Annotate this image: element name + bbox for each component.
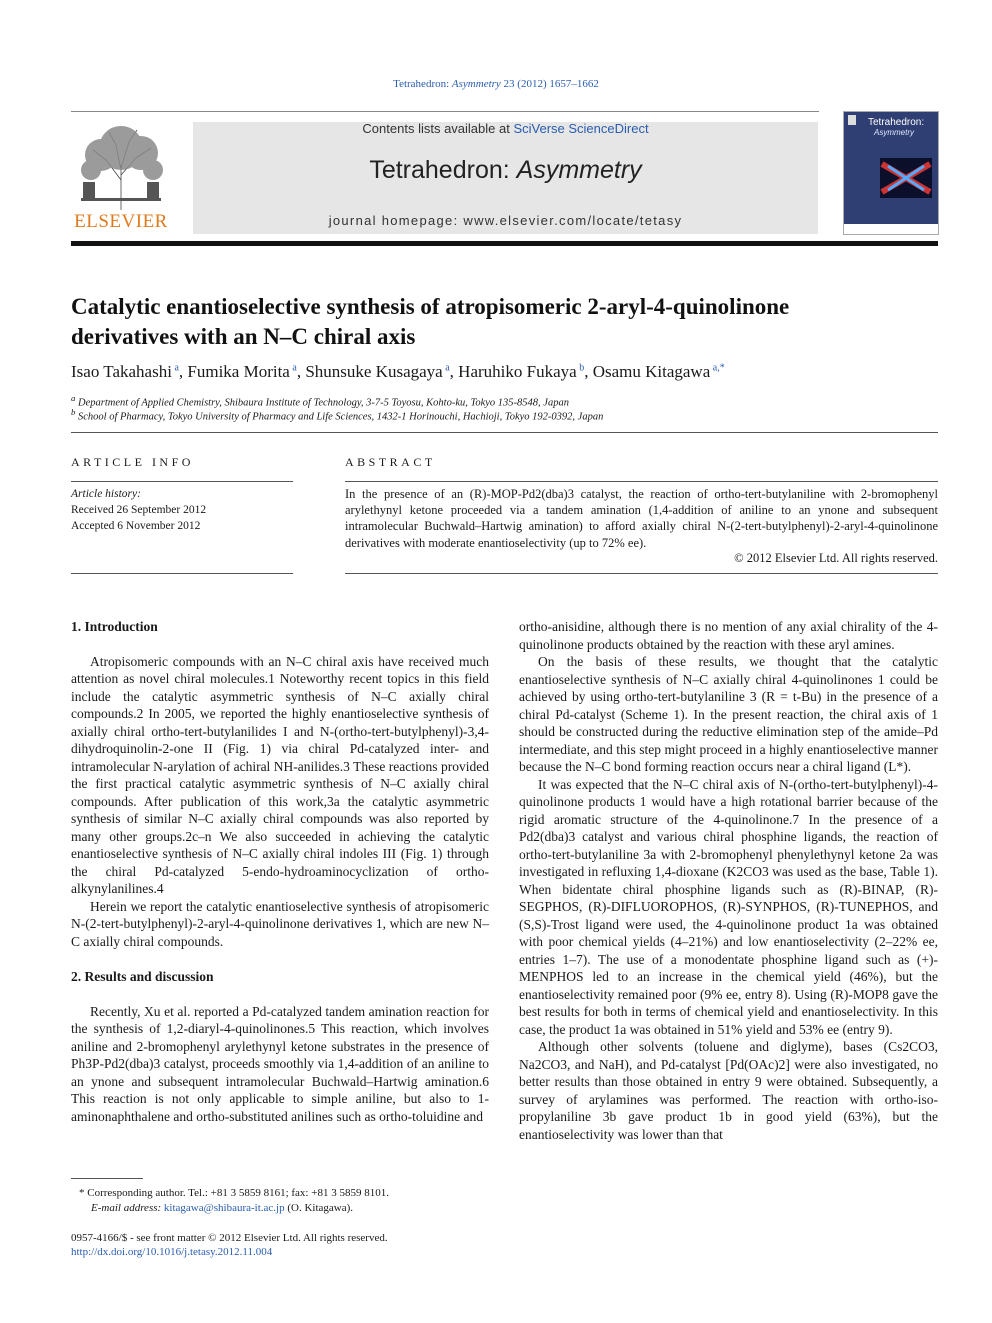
corresponding-footnote: * Corresponding author. Tel.: +81 3 5859 8161; fax: +81 3 5859 8101. E-mail address: kitagawa@shibaura-it.ac.jp (O. Kitagawa). bbox=[79, 1187, 389, 1214]
abstract-heading: ABSTRACT bbox=[345, 455, 436, 469]
results-paragraph-1: Recently, Xu et al. reported a Pd-catalyzed tandem amination reaction for the synthesis of 1,2-diaryl-4-quinolinones.5 This reaction, which involves aniline and 2-bromophenyl arylethynyl ketone substrates in the presence of Ph3P-Pd2(dba)3 catalyst, proceeds smoothly via 1,4-addition of an aniline to an ynone and subsequent intramolecular Buchwald–Hartwig amination.6 This reaction is not only applicable to simple aniline, but also to 1-aminonaphthalene and ortho-substituted anilines such as ortho-toluidine and bbox=[71, 1003, 489, 1124]
cover-title: Tetrahedron: bbox=[868, 117, 925, 128]
email-link[interactable]: kitagawa@shibaura-it.ac.jp bbox=[163, 1202, 285, 1214]
footnote-rule bbox=[71, 1178, 143, 1179]
cover-subtitle: Asymmetry bbox=[874, 128, 914, 137]
section-2-heading: 2. Results and discussion bbox=[71, 969, 214, 984]
article-info-bottom-rule bbox=[71, 573, 293, 574]
elsevier-wordmark: ELSEVIER bbox=[74, 211, 168, 232]
results-paragraph-2: On the basis of these results, we thought that the catalytic enantioselective synthesis of N–C axially chiral 4-quinolinones 1 could be achieved by using ortho-tert-butylaniline 3 (R = t-Bu) in the presence of a chiral Pd-catalyst (Scheme 1). In the present reaction, the chiral axis of 1 should be constructed during the reductive elimination step of the amide–Pd intermediate, and this step might proceed in a highly enantioselective manner because the N–C bond forming reaction occurs near a chiral ligand (L*). bbox=[519, 654, 938, 774]
affiliation-divider bbox=[71, 432, 938, 433]
abstract-bottom-rule bbox=[345, 573, 938, 574]
results-paragraph-continued: ortho-anisidine, although there is no mention of any axial chirality of the 4-quinolinone products obtained by the reaction with these aryl amines. bbox=[519, 619, 938, 652]
cover-graphic-icon bbox=[880, 158, 932, 198]
results-paragraph-3: It was expected that the N–C chiral axis of N-(ortho-tert-butylphenyl)-4-quinolinone products 1 would have a high rotational barrier because of the rigid aromatic structure of the 4-quinolinone.7 In the presence of a Pd2(dba)3 catalyst and various chiral phosphine ligands, the reaction of ortho-tert-butylaniline 3a with 2-bromophenyl phenylethynyl ketone 2a was investigated in refluxing 1,4-dioxane (K2CO3 was used as the base, Table 1). When bidentate chiral phosphine ligands such as (R)-BINAP, (R)-SEGPHOS, (R)-DIFLUOROPHOS, (R)-SYNPHOS, (R)-TUNEPHOS, and (S,S)-Trost ligand were used, the 4-quinolinone product 1a was obtained with poor chemical yields (4–21%) and low enantioselectivity (2–22% ee, entries 1–7). The use of a monodentate phosphine ligand such as (+)-MENPHOS led to an increase in the chemical yield (46%), but the enantioselectivity remained poor (9% ee, entry 8). Using (R)-MOP8 gave the best results for both in terms of chemical yield and enantioselectivity. In this case, the product 1a was obtained in 51% yield and 53% ee (entry 9). bbox=[519, 776, 938, 1037]
header-thick-rule bbox=[71, 241, 938, 246]
affiliation-b: $^b$ School of Pharmacy, Tokyo University of Pharmacy and Life Sciences, 1432-1 Horinouchi, Hachioji, Tokyo 192-0392, Japan bbox=[71, 407, 604, 423]
issn-line: 0957-4166/$ - see front matter © 2012 Elsevier Ltd. All rights reserved. bbox=[71, 1232, 388, 1244]
intro-paragraph-2: Herein we report the catalytic enantioselective synthesis of atropisomeric N-(2-tert-butylphenyl)-2-aryl-4-quinolinone derivatives 1, which are new N–C axially chiral compounds. bbox=[71, 898, 489, 949]
journal-title: Tetrahedron: Asymmetry bbox=[369, 156, 642, 184]
journal-homepage[interactable]: journal homepage: www.elsevier.com/locate/tetasy bbox=[328, 213, 683, 228]
abstract-rule bbox=[345, 481, 938, 482]
cover-footer bbox=[844, 224, 938, 234]
contents-line: Contents lists available at SciVerse ScienceDirect bbox=[362, 121, 649, 136]
article-info-heading: ARTICLE INFO bbox=[71, 455, 194, 469]
header-top-rule bbox=[71, 111, 819, 112]
elsevier-tree-logo bbox=[71, 120, 171, 212]
sciencedirect-link[interactable]: SciVerse ScienceDirect bbox=[513, 121, 649, 136]
right-column bbox=[519, 618, 938, 1143]
journal-citation[interactable]: Tetrahedron: Asymmetry 23 (2012) 1657–1662 bbox=[393, 78, 599, 90]
abstract-copyright: © 2012 Elsevier Ltd. All rights reserved. bbox=[734, 551, 938, 565]
affiliation-a: $^a$ Department of Applied Chemistry, Shibaura Institute of Technology, 3-7-5 Toyosu, Kohto-ku, Tokyo 135-8548, Japan bbox=[71, 393, 569, 409]
left-column bbox=[71, 618, 489, 1125]
section-1-heading: 1. Introduction bbox=[71, 619, 158, 634]
doi-link[interactable]: http://dx.doi.org/10.1016/j.tetasy.2012.11.004 bbox=[71, 1246, 273, 1258]
journal-cover-thumbnail bbox=[843, 111, 939, 235]
article-info-rule bbox=[71, 481, 293, 482]
article-history: Article history: Received 26 September 2012 Accepted 6 November 2012 bbox=[71, 488, 207, 532]
intro-paragraph-1: Atropisomeric compounds with an N–C chiral axis have received much attention as novel chiral molecules.1 Noteworthy recent topics in this field include the catalytic asymmetric synthesis of N–C axially chiral compounds.2 In 2005, we reported the highly enantioselective synthesis of axially chiral ortho-tert-butylanilides I and N-(ortho-tert-butylphenyl)-3,4-dihydroquinolin-2-one II (Fig. 1) via chiral Pd-catalyzed inter- and intramolecular N-arylation of achiral NH-anilides.3 These reactions provided the first practical catalytic asymmetric synthesis of N–C axially chiral compounds. After publication of this work,3a the catalytic asymmetric synthesis of similar N–C axially chiral compounds was also reported by many other groups.2c–n We also succeeded in achieving the catalytic enantioselective synthesis of N–C axially chiral indoles III (Fig. 1) through the chiral Pd-catalyzed 5-endo-hydroaminocyclization of ortho-alkynylanilines.4 bbox=[71, 653, 489, 896]
results-paragraph-4: Although other solvents (toluene and diglyme), bases (Cs2CO3, Na2CO3, and NaH), and Pd-catalyst [Pd(OAc)2] were also investigated, no better results than those obtained in entry 9 were obtained. Subsequently, a survey of arylamines was performed. The reaction with ortho-iso-propylaniline 3b gave product 1b in good yield (63%), but the enantioselectivity was lower than that bbox=[519, 1039, 938, 1142]
article-title: Catalytic enantioselective synthesis of atropisomeric 2-aryl-4-quinolinone derivatives with an N–C chiral axis bbox=[71, 294, 790, 349]
cover-badge-icon bbox=[848, 115, 856, 125]
author-list: Isao Takahashi $^a$, Fumika Morita $^a$, Shunsuke Kusagaya $^a$, Haruhiko Fukaya $^b$, Osamu Kitagawa $^{a,*}$ bbox=[71, 362, 725, 381]
abstract-text: In the presence of an (R)-MOP-Pd2(dba)3 catalyst, the reaction of ortho-tert-butylaniline with 2-bromophenyl arylethynyl ketone proceeded via a tandem amination (1,4-addition of aniline to an ynone and subsequent intramolecular Buchwald–Hartwig amination) to afford axially chiral N-(2-tert-butylphenyl)-2-aryl-4-quinolinone derivatives with moderate enantioselectivity (up to 72% ee). bbox=[345, 487, 938, 550]
